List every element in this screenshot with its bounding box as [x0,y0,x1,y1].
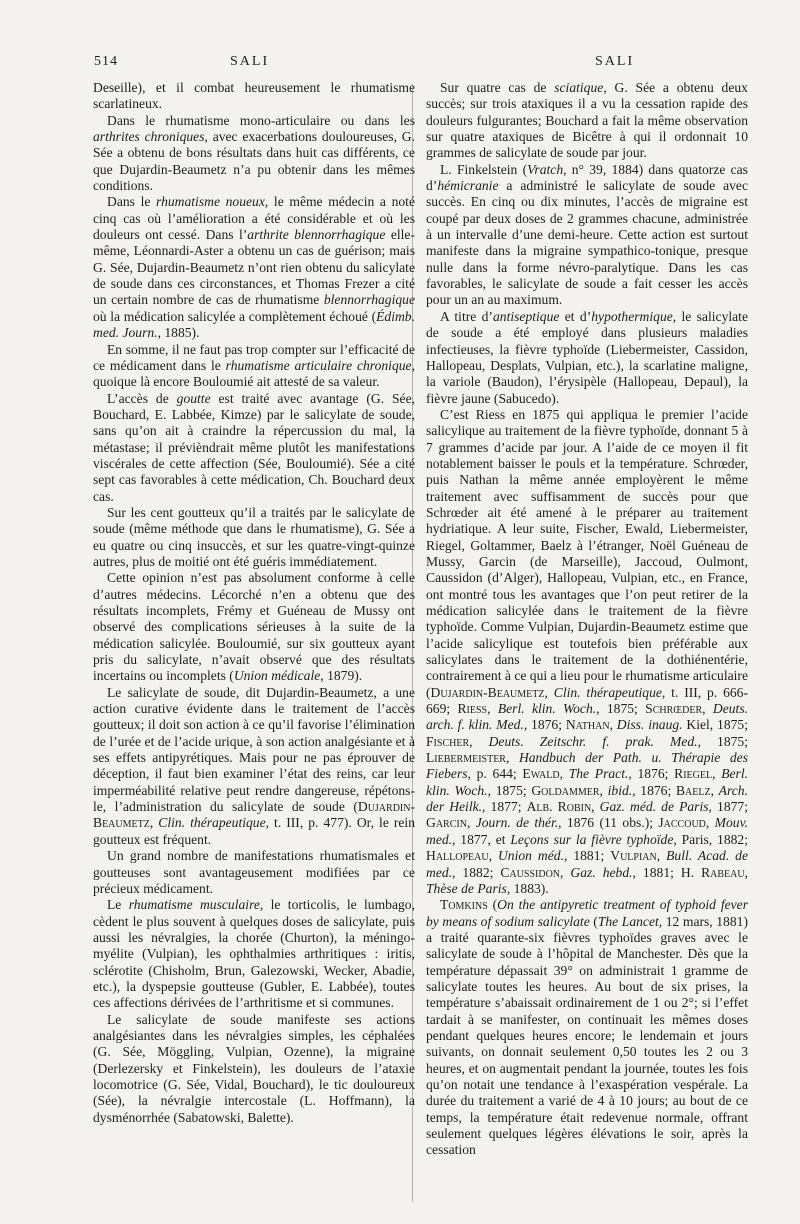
paragraph: C’est Riess en 1875 qui appliqua le premier l’acide salicylique au traitement de la fièvre typhoïde, donnant 5 à 7 grammes d’acide par jour. A l’aide de ce moyen il fit notablement baisser le pouls et la température. Schrœder, puis Nathan la même année employèrent le même traitement avec suffisamment de succès pour que Schrœder ait été amené à le préparer au traitement hydriatique. A leur suite, Fischer, Ewald, Liebermeister, Riegel, Goltammer, Baelz à l’étranger, Noël Guéneau de Mussy, Garcin (de Marseille), Jaccoud, Oulmont, Caussidon (d’Alger), Hallopeau, Vulpian, etc., en France, ont montré tous les avantages que l’on peut retirer de la médication salicylée dans le traitement de la fièvre typhoïde. Comme Vulpian, Dujardin-Beaumetz estime que l’acide salicylique est toutefois bien préférable aux salicylates dans le traitement de la dothiénentérie, contrairement à ce qui a lieu pour le rhumatisme articulaire (Dujardin-Beaumetz, Clin. thérapeutique, t. III, p. 666-669; Riess, Berl. klin. Woch., 1875; Schrœder, Deuts. arch. f. klin. Med., 1876; Nathan, Diss. inaug. Kiel, 1875; Fischer, Deuts. Zeitschr. f. prak. Med., 1875; Liebermeister, Handbuch der Path. u. Thérapie des Fiebers, p. 644; Ewald, The Pract., 1876; Riegel, Berl. klin. Woch., 1875; Goldammer, ibid., 1876; Baelz, Arch. der Heilk., 1877; Alb. Robin, Gaz. méd. de Paris, 1877; Garcin, Journ. de thér., 1876 (11 obs.); Jaccoud, Mouv. med., 1877, et Leçons sur la fièvre typhoïde, Paris, 1882; Hallopeau, Union méd., 1881; Vulpian, Bull. Acad. de med., 1882; Caussidon, Gaz. hebd., 1881; H. Rabeau, Thèse de Paris, 1883). [426,406,749,896]
left-column [93,80,415,1126]
paragraph: Sur les cent goutteux qu’il a traités par le salicylate de soude (même méthode que dans le rhumatisme), G. Sée a eu quatre ou cinq insuccès, et sur les quatre-vingt-quinze autres, plus de moitié ont été guéris immédiatement. [93,504,415,569]
paragraph: Tomkins (On the antipyretic treatment of typhoid fever by means of sodium salicylate (The Lancet, 12 mars, 1881) a traité quarante-six fièvres typhoïdes graves avec le salicylate de soude à l’hôpital de Manchester. Dès que la température dépassait 39° on administrait 1 gramme de salicylate toutes les heures. Au bout de six prises, la température s’abaissait ordinairement de 1 ou 2°; si l’effet tardait à se manifester, on continuait les mêmes doses pendant quelques heures encore; le lendemain et jours suivants, on donnait seulement 0,50 toutes les 2 ou 3 heures, et on augmentait pendant la journée, toutes les fois qu’on notait une tendance à l’exaspération vespérale. La durée du traitement a varié de 4 à 10 jours; au bout de ce temps, la température était redevenue normale, offrant seulement quelques légères élévations le soir, après la cessation [426,897,748,1158]
paragraph: A titre d’antiseptique et d’hypothermique, le salicylate de soude a été employé dans plusieurs maladies infectieuses, la fièvre typhoïde (Liebermeister, Cassidon, Hallopeau, Desplats, Vulpian, etc.), la scarlatine maligne, la variole (Baudon), l’érysipèle (Hallopeau, Depaul), la fièvre jaune (Sabucedo). [426,308,748,406]
paragraph: Un grand nombre de manifestations rhumatismales et goutteuses sont avantageusement modifiées par ce précieux médicament. [93,848,415,896]
right-column [426,80,748,1159]
paragraph: Sur quatre cas de sciatique, G. Sée a obtenu deux succès; sur trois ataxiques il a vu la cessation rapide des douleurs fulgurantes; Bouchard a fait la même observation sur quatre ataxiques de Bicêtre à qui il ordonnait 10 grammes de salicylate de soude par jour. [426,80,748,161]
paragraph: Le rhumatisme musculaire, le torticolis, le lumbago, cèdent le plus souvent à quelques doses de salicylate, puis aussi les névralgies, la chorée (Churton), la méningo-myélite (Vulpian), les ophthalmies arthritiques : iritis, sclérotite (Chisholm, Brun, Galezowski, Wecker, Abadie, etc.), la dyspepsie goutteuse (Gubler, E. Labbée), toutes ces affections dérivées de l’arthritisme et si communes. [93,897,415,1011]
running-head-right: SALI [595,54,635,69]
paragraph: L’accès de goutte est traité avec avantage (G. Sée, Bouchard, E. Labbée, Kimze) par le salicylate de soude, sans qu’on ait à craindre la répercussion du mal, la métastase; il prévièndrait même plutôt les manifestations viscérales de cette affection (Sée, Bouloumié). Sée a cité sept cas favorables à cette médication, Ch. Bouchard deux cas. [93,390,415,504]
paragraph: Dans le rhumatisme noueux, le même médecin a noté cinq cas où l’amélioration a été considérable et où les douleurs ont cessé. Dans l’arthrite blennorrhagique elle-même, Léonnardi-Aster a obtenu un cas de guérison; mais G. Sée, Dujardin-Beaumetz n’ont rien obtenu du salicylate de soude dans ces circonstances, et Thomas Frezer a cité un certain nombre de cas de rhumatisme blennorrhagique où la médication salicylée a complètement échoué (Édimb. med. Journ., 1885). [93,194,415,341]
page-number: 514 [94,54,118,69]
paragraph: Deseille), et il combat heureusement le rhumatisme scarlatineux. [93,80,415,112]
paragraph: Le salicylate de soude, dit Dujardin-Beaumetz, a une action curative évidente dans le traitement de l’accès goutteux; il doit son action à ce qu’il favorise l’élimination de l’urée et de l’acide urique, à son action analgésiante et à ses effets antipyrétiques. Mais pour ne pas éprouver de déception, il faut bien examiner l’état des reins, car leur imperméabilité relative peut rendre dangereuse, répétons-le, l’administration du salicylate de soude (Dujardin-Beaumetz, Clin. thérapeutique, t. III, p. 477). Or, le rein goutteux est fréquent. [93,684,416,847]
paragraph: Dans le rhumatisme mono-articulaire ou dans les arthrites chroniques, avec exacerbations douloureuses, G. Sée a obtenu de bons résultats dans huit cas différents, ce que Dujardin-Beaumetz n’a pu obtenir dans les mêmes conditions. [93,112,415,194]
running-head-left: SALI [230,54,270,69]
paragraph: Le salicylate de soude manifeste ses actions analgésiantes dans les névralgies simples, les céphalées (G. Sée, Möggling, Vulpian, Ozenne), la migraine (Derlezersky et Finkelstein), les douleurs de l’ataxie locomotrice (G. Sée, Vidal, Bouchard), le tic douloureux (Sée), la névralgie intercostale (L. Hoffmann), la dysménorrhée (Sabatowski, Balette). [93,1011,415,1125]
page-header [0,54,800,76]
paragraph: En somme, il ne faut pas trop compter sur l’efficacité de ce médicament dans le rhumatisme articulaire chronique, quoique là encore Bouloumié ait attesté de sa valeur. [93,341,415,390]
paragraph: L. Finkelstein (Vratch, n° 39, 1884) dans quatorze cas d’hémicranie a administré le salicylate de soude avec succès. En cinq ou dix minutes, l’accès de migraine est coupé par deux doses de 2 grammes chacune, administrée à un intervalle d’une demi-heure. Cette action est surtout manifeste dans la migraine sympathico-tonique, presque nulle dans la forme névro-paralytique. Dans les cas favorables, le salicylate de soude a fait cesser les accès pour un an au maximum. [426,161,748,308]
paragraph: Cette opinion n’est pas absolument conforme à celle d’autres médecins. Lécorché n’en a obtenu que des résultats incomplets, Frémy et Guéneau de Mussy ont observé des complications sérieuses à la suite de la médication salicylée. Bouloumié, sur six goutteux ayant pris du salicylate, n’avait observé que des résultats incertains ou incomplets (Union médicale, 1879). [93,570,415,684]
